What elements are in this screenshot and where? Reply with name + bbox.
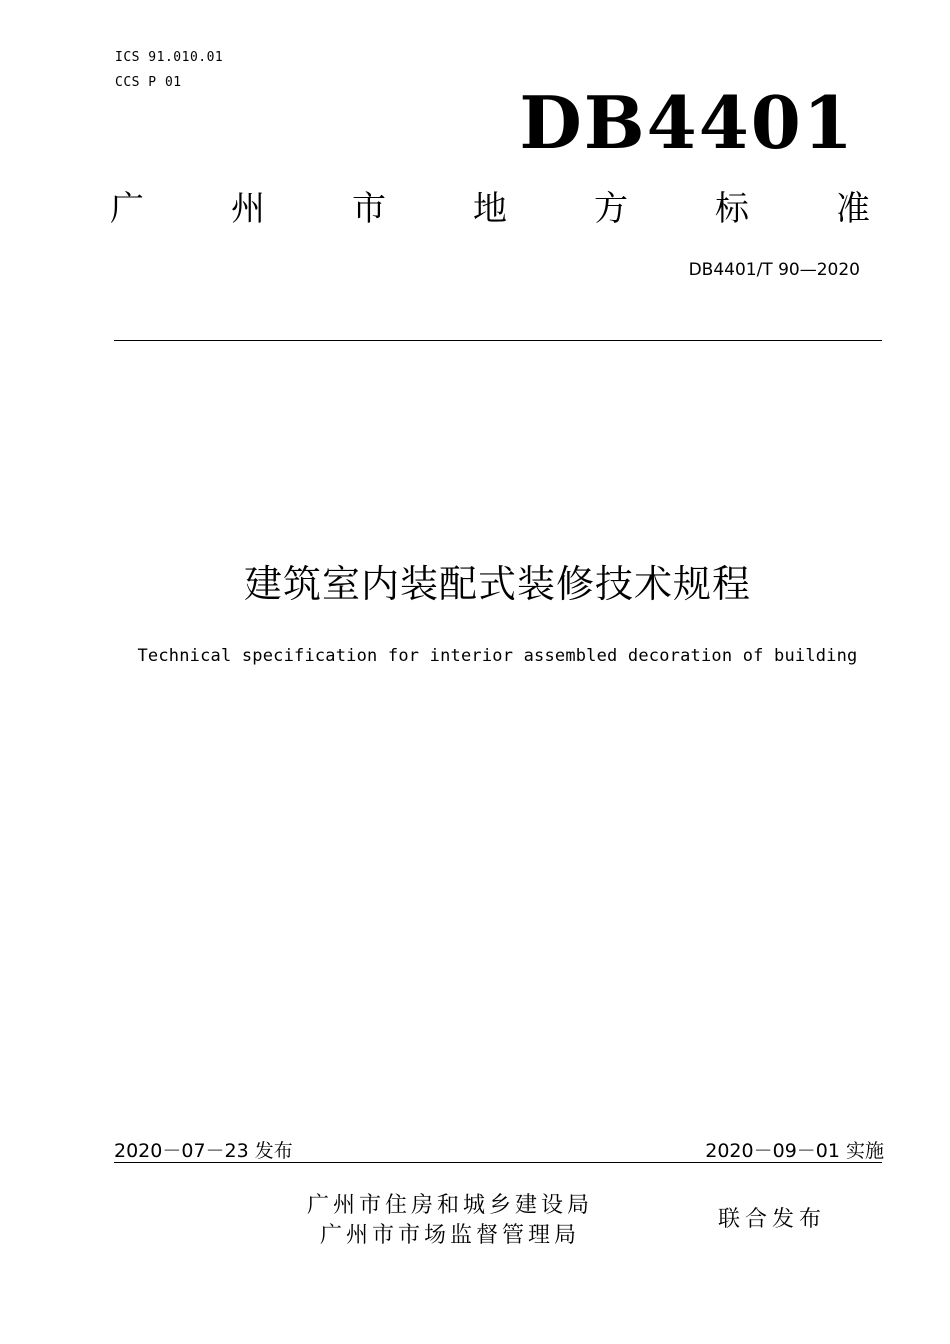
issuing-authority: 广州市市场监督管理局: [319, 1223, 580, 1248]
standard-type-char: 地: [473, 189, 507, 229]
standard-number: DB4401/T 90—2020: [688, 260, 860, 280]
document-title-english: Technical specification for interior assembled decoration of building: [137, 646, 858, 666]
header-divider: [114, 340, 882, 341]
standard-type-char: 方: [594, 189, 628, 229]
standard-type-char: 广: [110, 189, 144, 229]
joint-issue-label: 联合发布: [718, 1207, 827, 1232]
footer-divider: [114, 1162, 882, 1163]
issue-date: 2020－07－23 发布: [114, 1140, 293, 1162]
standard-type: [110, 186, 870, 232]
standard-type-char: 准: [836, 189, 870, 229]
standard-type-char: 标: [715, 189, 749, 229]
standard-type-char: 州: [231, 189, 265, 229]
issuing-authority: 广州市住房和城乡建设局: [306, 1193, 593, 1218]
standard-code: DB4401: [519, 80, 855, 165]
ics-code: ICS 91.010.01: [115, 50, 224, 65]
standard-type-char: 市: [352, 189, 386, 229]
implementation-date: 2020－09－01 实施: [705, 1140, 884, 1162]
document-title-chinese: 建筑室内装配式装修技术规程: [243, 562, 751, 606]
ccs-code: CCS P 01: [115, 75, 182, 90]
